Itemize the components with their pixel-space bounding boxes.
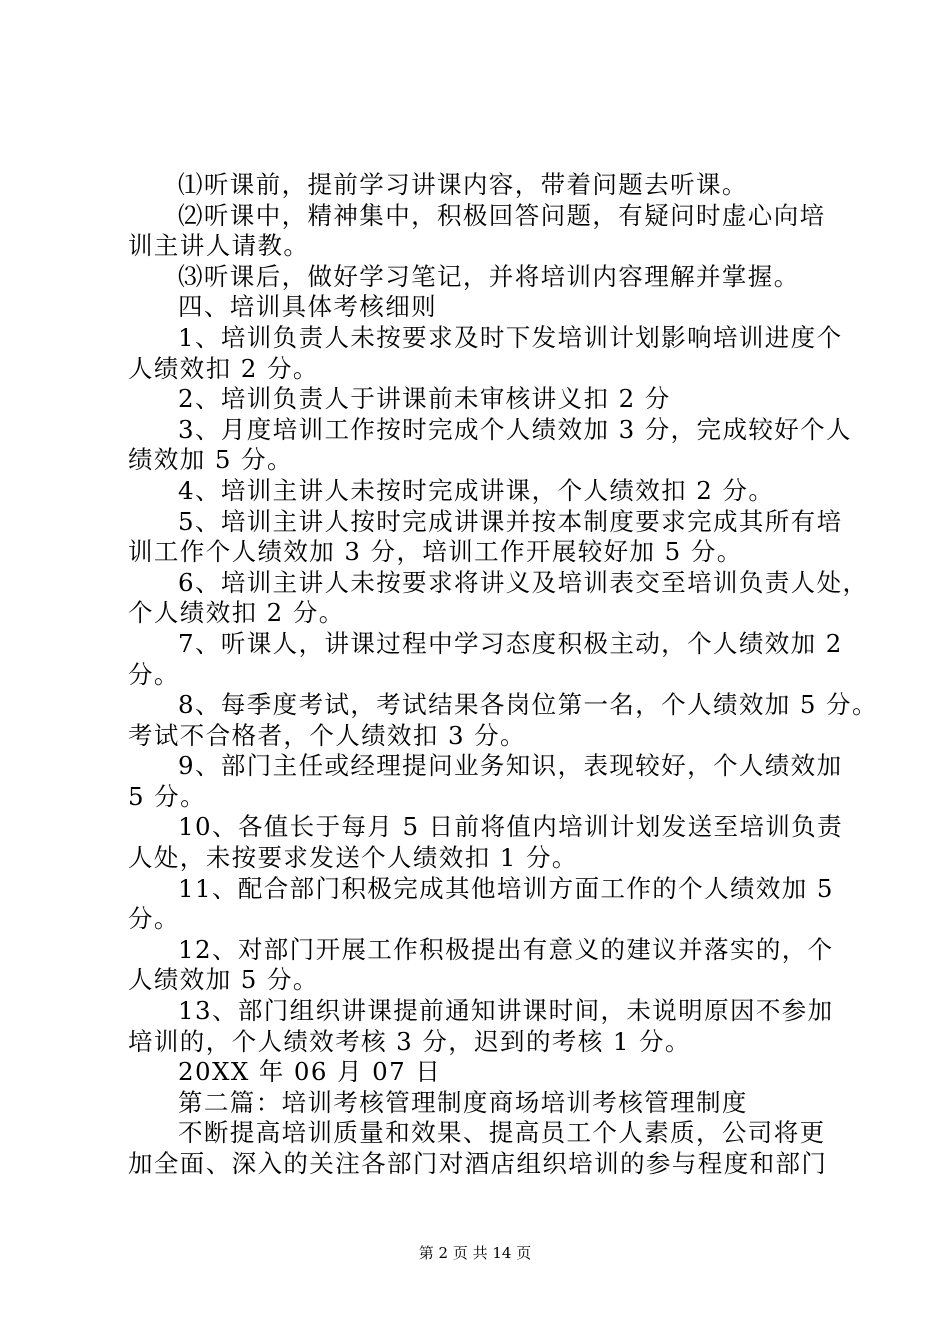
text-line: 加全面、深入的关注各部门对酒店组织培训的参与程度和部门 bbox=[128, 1149, 828, 1178]
text-line: 考试不合格者，个人绩效扣 3 分。 bbox=[128, 720, 526, 750]
text-line: 5 分。 bbox=[128, 781, 206, 811]
text-line: 5、培训主讲人按时完成讲课并按本制度要求完成其所有培 bbox=[178, 506, 843, 536]
text-line: ⑶听课后，做好学习笔记，并将培训内容理解并掌握。 bbox=[178, 261, 800, 291]
text-line: 13、部门组织讲课提前通知讲课时间，未说明原因不参加 bbox=[178, 996, 834, 1026]
text-line: 四、培训具体考核细则 bbox=[178, 292, 437, 322]
text-line: 11、配合部门积极完成其他培训方面工作的个人绩效加 5 bbox=[178, 873, 834, 903]
text-line: 4、培训主讲人未按时完成讲课，个人绩效扣 2 分。 bbox=[178, 475, 775, 505]
text-line: 人绩效加 5 分。 bbox=[128, 965, 319, 995]
text-line: 1、培训负责人未按要求及时下发培训计划影响培训进度个 bbox=[178, 322, 843, 352]
text-line: 不断提高培训质量和效果、提高员工个人素质，公司将更 bbox=[178, 1118, 826, 1148]
text-line: 第二篇：培训考核管理制度商场培训考核管理制度 bbox=[178, 1087, 748, 1117]
text-line: 培训的，个人绩效考核 3 分，迟到的考核 1 分。 bbox=[128, 1026, 691, 1056]
text-line: 3、月度培训工作按时完成个人绩效加 3 分，完成较好个人 bbox=[178, 414, 852, 444]
text-line: 8、每季度考试，考试结果各岗位第一名，个人绩效加 5 分。 bbox=[178, 690, 878, 720]
text-line: 绩效加 5 分。 bbox=[128, 445, 293, 475]
text-line: 10、各值长于每月 5 日前将值内培训计划发送至培训负责 bbox=[178, 812, 844, 842]
text-line: 20XX 年 06 月 07 日 bbox=[178, 1057, 442, 1087]
text-line: 2、培训负责人于讲课前未审核讲义扣 2 分 bbox=[178, 384, 671, 414]
text-line: 训主讲人请教。 bbox=[128, 231, 310, 261]
text-line: 6、培训主讲人未按要求将讲义及培训表交至培训负责人处， bbox=[178, 567, 869, 597]
text-line: 个人绩效扣 2 分。 bbox=[128, 598, 345, 628]
document-body bbox=[128, 170, 878, 1180]
text-line: 人处，未按要求发送个人绩效扣 1 分。 bbox=[128, 843, 578, 873]
page-footer: 第 2 页 共 14 页 bbox=[418, 1244, 532, 1262]
text-line: ⑵听课中，精神集中，积极回答问题，有疑问时虚心向培 bbox=[178, 200, 826, 230]
text-line: 7、听课人，讲课过程中学习态度积极主动，个人绩效加 2 bbox=[178, 628, 843, 658]
text-line: 分。 bbox=[128, 659, 180, 689]
text-line: 训工作个人绩效加 3 分，培训工作开展较好加 5 分。 bbox=[128, 537, 743, 567]
text-line: ⑴听课前，提前学习讲课内容，带着问题去听课。 bbox=[178, 170, 748, 199]
text-line: 人绩效扣 2 分。 bbox=[128, 353, 319, 383]
text-line: 分。 bbox=[128, 904, 180, 934]
text-line: 12、对部门开展工作积极提出有意义的建议并落实的，个 bbox=[178, 934, 834, 964]
text-line: 9、部门主任或经理提问业务知识，表现较好，个人绩效加 bbox=[178, 751, 843, 781]
